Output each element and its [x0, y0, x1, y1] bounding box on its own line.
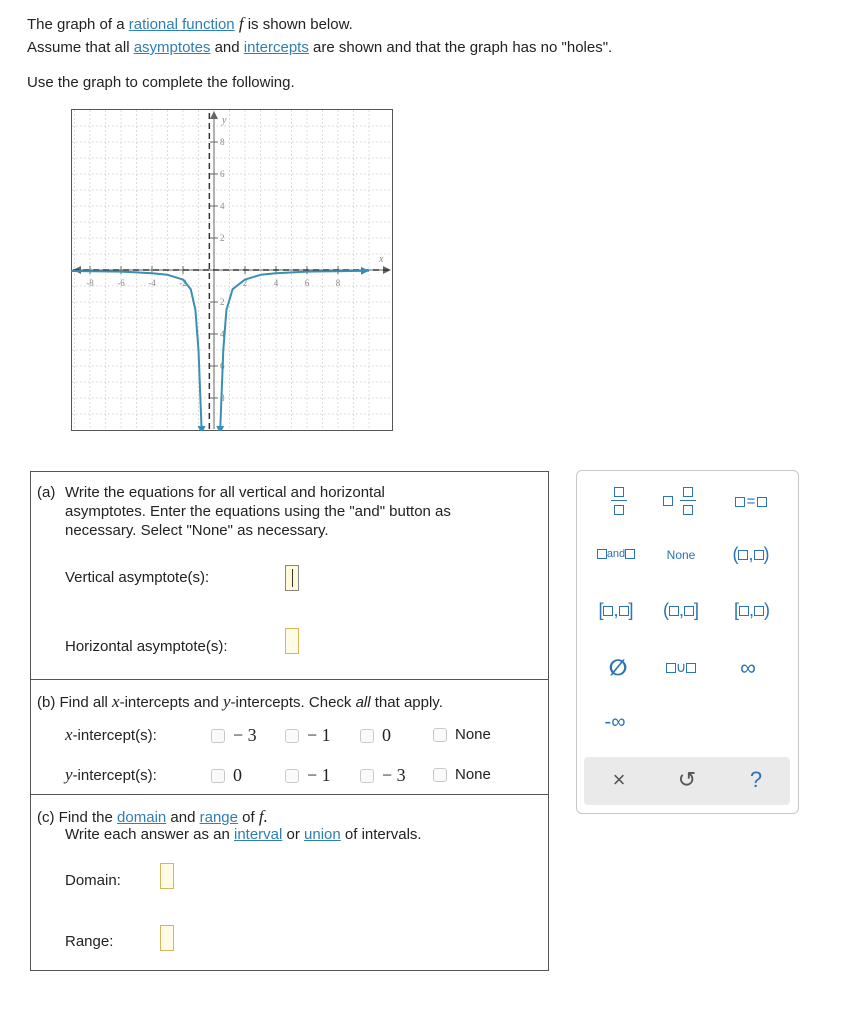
frac-num-box: [614, 487, 624, 497]
f-symbol: f: [238, 14, 244, 33]
mixed-num-box: [683, 487, 693, 497]
x-intercept-option-3[interactable]: [360, 725, 391, 746]
part-c-question: [37, 807, 268, 827]
part-b-text-a: Find all: [59, 694, 113, 711]
x-option-text-1: − 3: [233, 725, 257, 745]
fraction-button[interactable]: [607, 485, 631, 519]
y-tick-label: 2: [220, 297, 225, 307]
vertical-asymptote-input[interactable]: [285, 565, 299, 591]
roi-left-box: [739, 606, 749, 616]
intro-text-2b: are shown and that the graph has no "holes".: [308, 39, 613, 56]
help-button[interactable]: ?: [749, 767, 763, 792]
checkbox[interactable]: [360, 769, 374, 783]
horizontal-asymptote-input[interactable]: [285, 628, 299, 654]
x-option-text-none: None: [455, 726, 491, 743]
ci-right-box: [619, 606, 629, 616]
mixed-den-box: [683, 505, 693, 515]
oi-left-box: [738, 550, 748, 560]
negative-infinity-button[interactable]: -∞: [604, 711, 626, 733]
part-b-label: (b): [37, 694, 56, 711]
part-c-line2-mid: or: [282, 826, 305, 843]
checkbox[interactable]: [433, 728, 447, 742]
x-var: x: [112, 692, 120, 711]
x-intercept-option-2[interactable]: [285, 725, 331, 746]
part-a-line-2: asymptotes. Enter the equations using the "and" button as: [65, 503, 451, 520]
frac-bar: [611, 500, 627, 501]
f-symbol-c: f.: [258, 807, 268, 826]
checkbox[interactable]: [285, 769, 299, 783]
loi-right-box: [684, 606, 694, 616]
part-a-line-3: necessary. Select "None" as necessary.: [65, 522, 329, 539]
union-symbol: ∪: [675, 659, 687, 675]
x-intercept-option-1[interactable]: [211, 725, 257, 746]
part-b-box: [30, 679, 549, 795]
equals-sign: =: [746, 493, 756, 510]
mixed-number-button[interactable]: [661, 485, 701, 519]
x-tick-label: 4: [273, 278, 279, 288]
part-b-all: all: [355, 694, 371, 711]
part-a-box: [30, 471, 549, 680]
x-tick-label: -4: [148, 278, 156, 288]
y-tick-label: 4: [220, 201, 225, 211]
intro-line-1: [27, 12, 612, 36]
x-tick-label: 2: [242, 278, 248, 288]
intercepts-link[interactable]: intercepts: [243, 39, 309, 56]
ci-left-box: [603, 606, 613, 616]
x-intercept-var: x: [65, 725, 73, 744]
y-var: y: [222, 692, 231, 711]
part-c-text-b: of: [238, 809, 259, 826]
mixed-bar: [680, 500, 696, 501]
interval-link[interactable]: interval: [233, 826, 283, 843]
part-b-question: [37, 692, 443, 712]
intro-text: [27, 12, 612, 59]
frac-den-box: [614, 505, 624, 515]
x-tick-label: -6: [117, 278, 125, 288]
and-label: and: [606, 548, 626, 560]
clear-button[interactable]: ×: [612, 767, 626, 792]
x-tick-label: 8: [335, 278, 341, 288]
part-b-text-mid: -intercepts and: [119, 694, 223, 711]
roi-right-box: [754, 606, 764, 616]
x-tick-label: 6: [304, 278, 310, 288]
part-c-text-mid: and: [166, 809, 200, 826]
intro-text-2mid: and: [210, 39, 244, 56]
union-button[interactable]: [659, 659, 703, 677]
intro-text-1a: The graph of a: [27, 16, 129, 33]
x-option-text-2: − 1: [307, 725, 331, 745]
y-intercept-row-label: [65, 765, 157, 785]
palette-action-bar: [584, 757, 790, 805]
y-intercept-var: y: [65, 765, 73, 784]
part-c-text-a: Find the: [58, 809, 118, 826]
none-button[interactable]: None: [666, 548, 696, 562]
checkbox[interactable]: [211, 729, 225, 743]
y-intercept-option-none[interactable]: [433, 766, 491, 783]
oi-right-box: [754, 550, 764, 560]
domain-input[interactable]: [160, 863, 174, 889]
y-tick-label: 4: [220, 329, 225, 339]
left-open-interval-button[interactable]: ( , ]: [662, 600, 700, 620]
y-intercept-option-1[interactable]: [211, 765, 242, 786]
range-link[interactable]: range: [199, 809, 238, 826]
part-c-box: [30, 794, 549, 971]
rational-function-link[interactable]: rational function: [128, 16, 235, 33]
intro-line-2: [27, 36, 612, 59]
y-intercept-option-2[interactable]: [285, 765, 331, 786]
checkbox[interactable]: [433, 768, 447, 782]
vertical-asymptote-label: Vertical asymptote(s):: [65, 569, 210, 586]
eq-left-box: [735, 497, 745, 507]
checkbox[interactable]: [360, 729, 374, 743]
undo-button[interactable]: ↺: [677, 767, 697, 792]
part-a-label: (a): [37, 484, 56, 501]
y-tick-label: 8: [220, 137, 225, 147]
domain-label: Domain:: [65, 872, 121, 889]
y-tick-label: 2: [220, 233, 225, 243]
x-intercept-option-none[interactable]: [433, 726, 491, 743]
part-a-line-1: Write the equations for all vertical and horizontal: [65, 484, 385, 501]
function-graph: [71, 109, 393, 431]
x-intercept-label: -intercept(s):: [72, 727, 157, 744]
horizontal-asymptote-label: Horizontal asymptote(s):: [65, 638, 228, 655]
loi-left-box: [669, 606, 679, 616]
empty-set-button[interactable]: ∅: [608, 655, 628, 680]
range-label: Range:: [65, 933, 114, 950]
y-tick-label: 6: [220, 169, 225, 179]
eq-right-box: [757, 497, 767, 507]
y-axis-label: y: [222, 115, 227, 126]
part-c-line2-a: Write each answer as an: [65, 826, 234, 843]
y-option-text-3: − 3: [382, 765, 406, 785]
range-input[interactable]: [160, 925, 174, 951]
right-open-interval-button[interactable]: [ , ): [733, 600, 771, 620]
part-c-label: (c): [37, 809, 55, 826]
y-option-text-none: None: [455, 766, 491, 783]
union-link[interactable]: union: [304, 826, 341, 843]
checkbox[interactable]: [211, 769, 225, 783]
symbol-palette: [576, 470, 799, 814]
asymptotes-link[interactable]: asymptotes: [133, 39, 211, 56]
and-left-box: [597, 549, 607, 559]
x-tick-label: -8: [86, 278, 94, 288]
union-left-box: [666, 663, 676, 673]
part-b-text-b: -intercepts. Check: [230, 694, 356, 711]
mixed-whole-box: [663, 496, 673, 506]
union-right-box: [686, 663, 696, 673]
y-tick-label: 6: [220, 361, 225, 371]
intro-text-2a: Assume that all: [27, 39, 134, 56]
x-option-text-3: 0: [382, 725, 391, 745]
y-tick-label: 8: [220, 393, 225, 403]
and-right-box: [625, 549, 635, 559]
part-c-line-2: [65, 826, 422, 843]
infinity-button[interactable]: ∞: [740, 655, 756, 680]
domain-link[interactable]: domain: [117, 809, 167, 826]
part-c-line2-b: of intervals.: [340, 826, 422, 843]
closed-interval-button[interactable]: [ , ]: [598, 600, 634, 620]
part-b-text-c: that apply.: [370, 694, 443, 711]
y-intercept-label: -intercept(s):: [72, 767, 157, 784]
x-axis-label: x: [379, 254, 384, 265]
y-intercept-option-3[interactable]: [360, 765, 406, 786]
instruction-text: Use the graph to complete the following.: [27, 74, 295, 91]
equals-button[interactable]: [729, 493, 773, 513]
open-interval-button[interactable]: ( , ): [732, 544, 770, 564]
y-option-text-1: 0: [233, 765, 242, 785]
intro-text-1b: is shown below.: [243, 16, 353, 33]
and-button[interactable]: [591, 548, 641, 566]
x-tick-label: -2: [179, 278, 187, 288]
x-intercept-row-label: [65, 725, 157, 745]
checkbox[interactable]: [285, 729, 299, 743]
y-option-text-2: − 1: [307, 765, 331, 785]
